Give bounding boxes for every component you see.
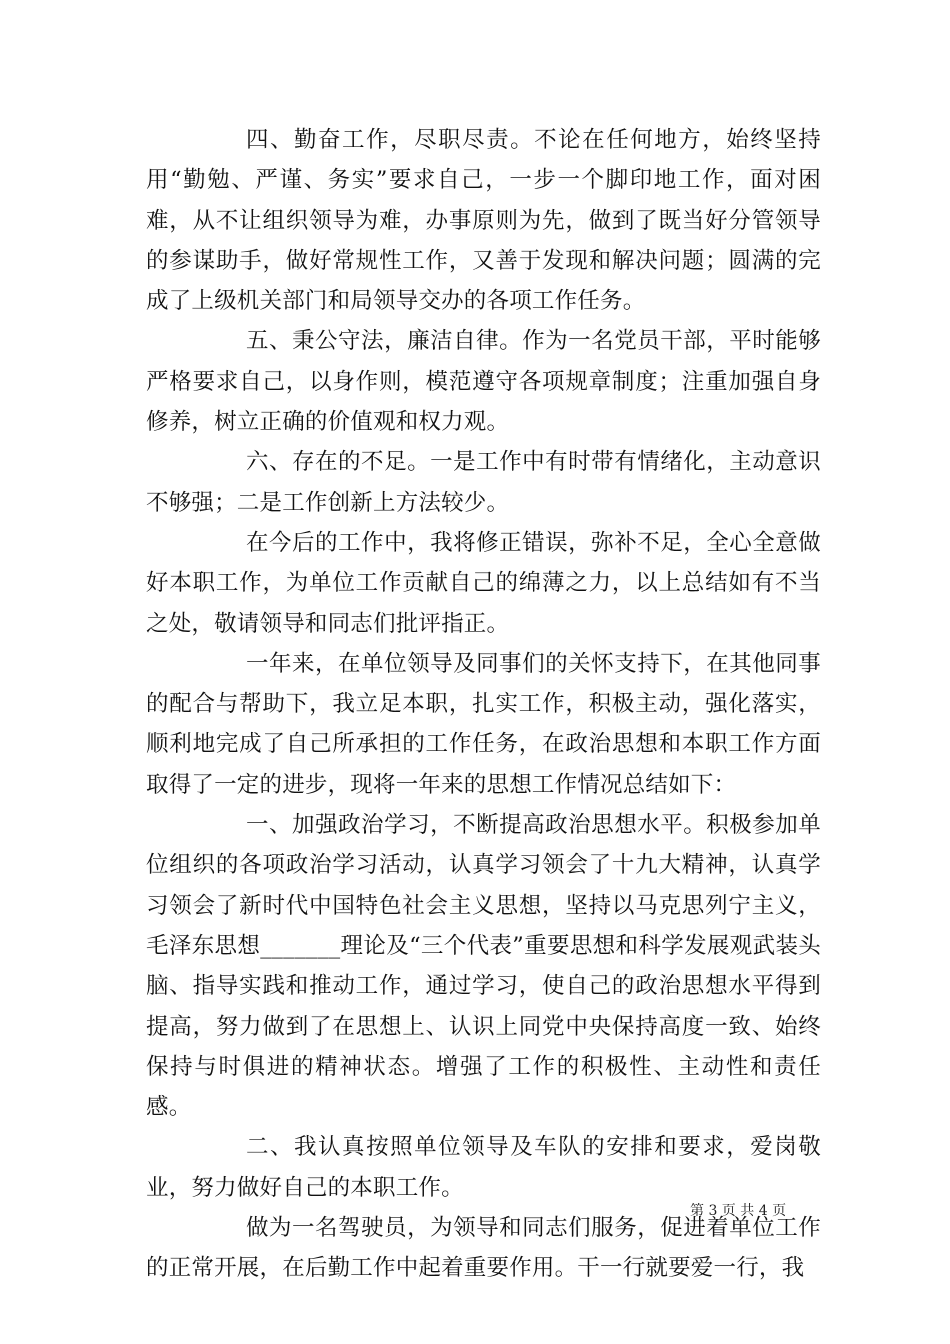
paragraph-driver-role: 做为一名驾驶员，为领导和同志们服务，促进着单位工作的正常开展，在后勤工作中起着重要作用。干一行就要爱一行，我 (146, 1215, 821, 1282)
paragraph-future-work: 在今后的工作中，我将修正错误，弥补不足，全心全意做好本职工作，为单位工作贡献自己的绵薄之力，以上总结如有不当之处，敬请领导和同志们批评指正。 (146, 529, 821, 637)
paragraph-shortcomings: 六、存在的不足。一是工作中有时带有情绪化，主动意识不够强；二是工作创新上方法较少。 (146, 449, 821, 516)
document-body (146, 120, 821, 1289)
paragraph-job-duties: 二、我认真按照单位领导及车队的安排和要求，爱岗敬业，努力做好自己的本职工作。 (146, 1134, 821, 1201)
paragraph-year-summary: 一年来，在单位领导及同事们的关怀支持下，在其他同事的配合与帮助下，我立足本职，扎实工作，积极主动，强化落实，顺利地完成了自己所承担的工作任务，在政治思想和本职工作方面取得了一定的进步，现将一年来的思想工作情况总结如下： (146, 650, 821, 798)
page-number: 第 3 页 共 4 页 (690, 1203, 787, 1219)
paragraph-integrity: 五、秉公守法，廉洁自律。作为一名党员干部，平时能够严格要求自己，以身作则，模范遵守各项规章制度；注重加强自身修养，树立正确的价值观和权力观。 (146, 328, 821, 436)
paragraph-political-study: 一、加强政治学习，不断提高政治思想水平。积极参加单位组织的各项政治学习活动，认真学习领会了十九大精神，认真学习领会了新时代中国特色社会主义思想，坚持以马克思列宁主义，毛泽东思想_______理论及“三个代表”重要思想和科学发展观武装头脑、指导实践和推动工作，通过学习，使自己的政治思想水平得到提高，努力做到了在思想上、认识上同党中央保持高度一致、始终保持与时俱进的精神状态。增强了工作的积极性、主动性和责任感。 (146, 812, 821, 1121)
paragraph-diligence: 四、勤奋工作，尽职尽责。不论在任何地方，始终坚持用“勤勉、严谨、务实”要求自己，一步一个脚印地工作，面对困难，从不让组织领导为难，办事原则为先，做到了既当好分管领导的参谋助手，做好常规性工作，又善于发现和解决问题；圆满的完成了上级机关部门和局领导交办的各项工作任务。 (146, 127, 821, 315)
